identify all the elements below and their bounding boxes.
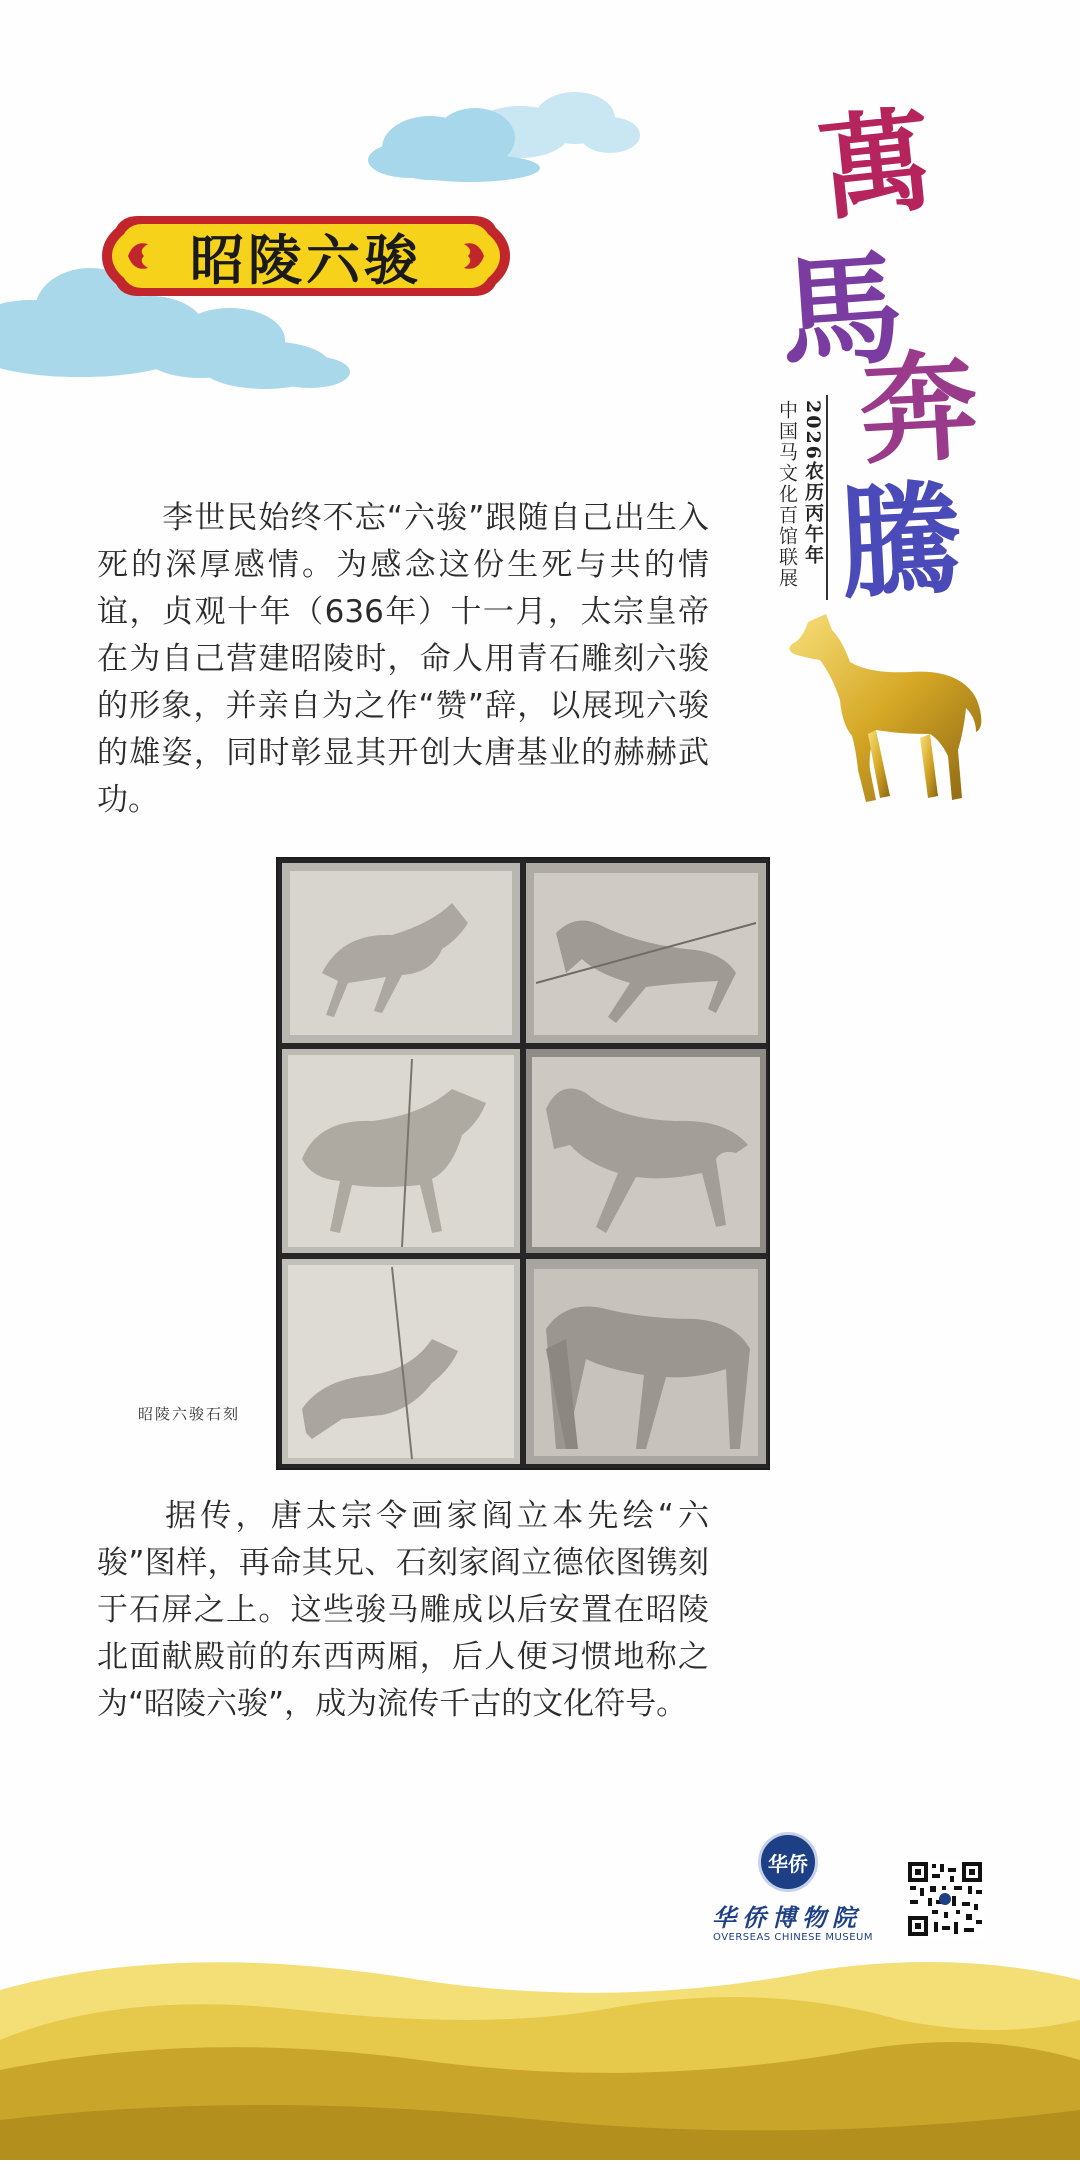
- figure-caption: 昭陵六骏石刻: [138, 1405, 241, 1423]
- golden-horse-icon: [780, 600, 995, 815]
- section-title: 昭陵六骏: [190, 228, 422, 292]
- intro-paragraph-text: 李世民始终不忘“六骏”跟随自己出生入死的深厚感情。为感念这份生死与共的情谊，贞观十年（636年）十一月，太宗皇帝在为自己营建昭陵时，命人用青石雕刻六骏的形象，并亲自为之作“赞”辞，以展现六骏的雄姿，同时彰显其开创大唐基业的赫赫武功。: [97, 500, 709, 818]
- museum-name-en: OVERSEAS CHINESE MUSEUM: [713, 1932, 873, 1943]
- six-steeds-relief-photo: [276, 857, 770, 1470]
- museum-logo-icon: 华侨: [758, 1832, 818, 1892]
- exhibition-subtitle-year: 2026农历丙午年: [802, 400, 824, 566]
- exhibition-title-char-4: 騰: [836, 465, 966, 617]
- intro-paragraph: [97, 495, 709, 824]
- relief-panel-4: [526, 1049, 766, 1253]
- relief-panel-2: [526, 863, 766, 1043]
- relief-panel-1: [282, 863, 520, 1043]
- exhibition-subtitle-name: 中国马文化百馆联展: [776, 400, 798, 589]
- section-title-banner: [98, 210, 514, 302]
- relief-panel-6: [526, 1259, 766, 1464]
- exhibition-title-char-3: 奔: [856, 336, 982, 481]
- history-paragraph: [97, 1493, 709, 1728]
- subtitle-divider: [826, 395, 828, 600]
- qr-code-icon[interactable]: [906, 1860, 984, 1938]
- history-paragraph-text: 据传，唐太宗令画家阎立本先绘“六骏”图样，再命其兄、石刻家阎立德依图镌刻于石屏之上。这些骏马雕成以后安置在昭陵北面献殿前的东西两厢，后人便习惯地称之为“昭陵六骏”，成为流传千古的文化符号。: [97, 1498, 709, 1722]
- relief-panel-3: [282, 1049, 520, 1253]
- relief-panel-5: [282, 1259, 520, 1464]
- exhibition-title-char-2: 馬: [775, 234, 907, 388]
- hills-decoration: [0, 1950, 1080, 2160]
- museum-name-cn: 华侨博物院: [712, 1903, 862, 1932]
- exhibition-title-char-1: 萬: [813, 94, 939, 237]
